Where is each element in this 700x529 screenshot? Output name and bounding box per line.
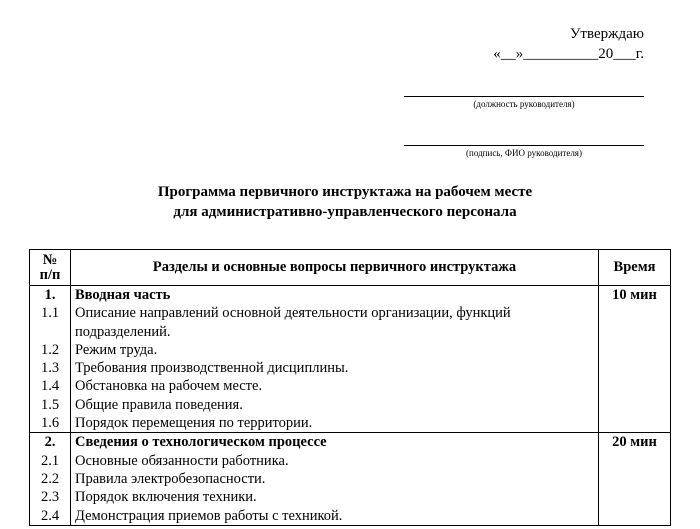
section-1-contents [71,286,599,433]
item-number: 2.1 [40,452,60,469]
item-text: Описание направлений основной деятельности организации, функций [75,305,511,322]
instruction-program-table [29,249,671,526]
item-text: Требования производственной дисциплины. [75,360,349,377]
item-number: 2.3 [40,489,60,506]
section-2-numbers [30,433,71,525]
signature-line [404,145,644,146]
item-number: 1.4 [40,378,60,395]
item-text: Правила электробезопасности. [75,470,266,487]
table-row [30,433,671,525]
signature-caption: (подпись, ФИО руководителя) [466,148,582,158]
approval-word: Утверждаю [569,26,644,42]
document-title-line-1: Программа первичного инструктажа на рабочем месте [157,184,533,200]
item-number: 1.5 [40,396,60,413]
header-number-symbol: № [42,251,58,268]
item-text: Демонстрация приемов работы с техникой. [75,507,343,524]
item-number-spacer [30,323,70,341]
item-text: Общие правила поведения. [75,396,243,413]
item-number: 1.2 [40,341,60,358]
header-number [30,250,71,286]
section-1-numbers [30,286,71,433]
item-number: 1.3 [40,360,60,377]
position-signature-line [404,96,644,97]
section-title: Вводная часть [75,287,171,303]
item-text: Режим труда. [75,341,158,358]
section-number: 1. [44,287,56,303]
header-sections: Разделы и основные вопросы первичного инструктажа [71,250,599,286]
item-text: Порядок включения техники. [75,489,257,506]
section-duration: 20 мин [612,434,657,451]
header-number-abbrev: п/п [39,266,61,283]
item-number: 2.4 [40,507,60,524]
item-number: 2.2 [40,470,60,487]
header-time: Время [599,250,671,286]
table-row [30,286,671,433]
position-caption: (должность руководителя) [473,99,575,109]
item-text: Обстановка на рабочем месте. [75,378,263,395]
section-2-time [599,433,671,525]
section-title: Сведения о технологическом процессе [75,434,327,451]
item-number: 1.1 [40,305,60,322]
section-number: 2. [44,434,56,451]
section-1-time [599,286,671,433]
document-title-line-2: для административно-управленческого персонала [173,204,517,220]
item-text: Основные обязанности работника. [75,452,289,469]
item-number: 1.6 [40,415,60,432]
approval-date-line: «__»__________20___г. [493,46,644,62]
approval-block [380,24,644,64]
item-text-continued: подразделений. [75,323,171,340]
section-2-contents [71,433,599,525]
section-duration: 10 мин [612,287,657,303]
table-header-row [30,250,671,286]
item-text: Порядок перемещения по территории. [75,415,313,432]
